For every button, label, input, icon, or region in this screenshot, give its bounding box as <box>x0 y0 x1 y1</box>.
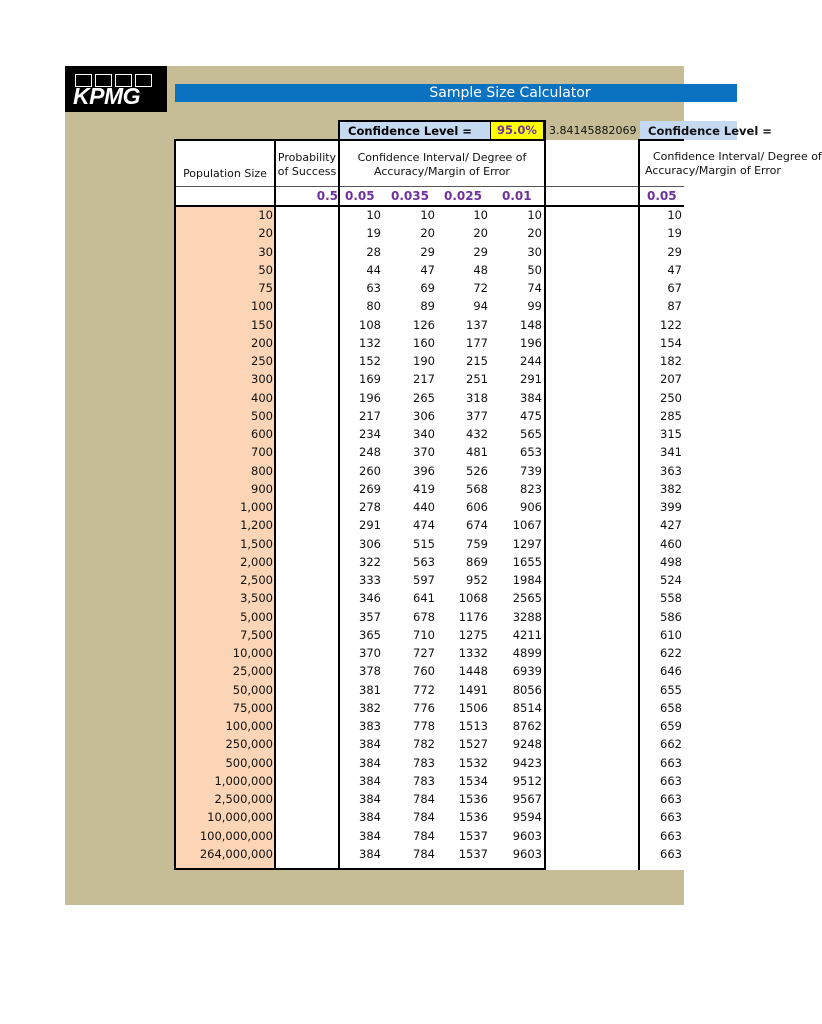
sample-size-cell-2: 10 <box>667 208 682 222</box>
sample-size-cell: 1332 <box>458 646 488 660</box>
sample-size-cell: 597 <box>413 573 435 587</box>
sample-size-cell: 440 <box>413 500 435 514</box>
z-squared-value: 3.84145882069 <box>549 124 637 137</box>
sample-size-cell: 30 <box>527 244 542 259</box>
sample-size-cell: 1491 <box>458 682 488 697</box>
sample-size-cell: 2565 <box>512 591 542 606</box>
sample-size-cell: 9512 <box>512 773 542 788</box>
sample-size-cell: 318 <box>466 390 488 405</box>
sample-size-cell-2: 182 <box>660 354 682 368</box>
sample-size-cell: 1537 <box>458 828 488 843</box>
population-cell: 10,000,000 <box>207 810 273 825</box>
sample-size-cell: 384 <box>359 828 381 843</box>
sample-size-cell-2: 610 <box>660 627 682 642</box>
sample-size-cell: 94 <box>473 299 488 314</box>
population-cell: 400 <box>251 390 273 405</box>
sample-size-cell: 148 <box>520 317 542 332</box>
sample-size-cell-2: 659 <box>660 719 682 733</box>
border-ci-right <box>544 120 546 870</box>
sample-size-cell-2: 663 <box>660 792 682 806</box>
population-cell: 800 <box>251 463 273 478</box>
sample-size-cell: 384 <box>359 846 381 861</box>
sample-size-cell: 378 <box>359 664 381 679</box>
sample-size-cell: 377 <box>466 408 488 423</box>
sample-size-cell: 384 <box>520 390 542 405</box>
sample-size-cell: 653 <box>520 445 542 460</box>
sample-size-cell: 432 <box>466 427 488 441</box>
sample-size-cell: 384 <box>359 792 381 806</box>
sample-size-cell: 29 <box>420 244 435 259</box>
sample-size-cell-2: 558 <box>660 591 682 606</box>
sample-size-cell: 419 <box>413 481 435 496</box>
sample-size-cell: 28 <box>366 244 381 259</box>
sample-size-cell: 108 <box>359 317 381 332</box>
sample-size-cell: 3288 <box>512 609 542 624</box>
sample-size-cell: 8762 <box>512 719 542 733</box>
sample-size-cell: 1527 <box>458 737 488 752</box>
sample-size-cell: 1068 <box>458 591 488 606</box>
ci-header-2: Accuracy/Margin of Error <box>374 165 510 178</box>
confidence-level-input[interactable]: 95.0% <box>490 120 544 140</box>
sample-size-cell: 357 <box>359 609 381 624</box>
sample-size-cell-2: 87 <box>667 299 682 314</box>
population-cell: 3,500 <box>240 591 273 606</box>
sample-size-cell: 251 <box>466 372 488 387</box>
sample-size-cell: 9248 <box>512 737 542 752</box>
sample-size-cell: 1275 <box>458 627 488 642</box>
sample-size-cell: 234 <box>359 427 381 441</box>
sample-size-cell: 50 <box>527 262 542 277</box>
sample-size-cell-2: 207 <box>660 372 682 387</box>
sample-size-cell: 481 <box>466 445 488 460</box>
sample-size-cell: 383 <box>359 719 381 733</box>
sample-size-cell: 784 <box>413 792 435 806</box>
sample-size-cell: 783 <box>413 755 435 770</box>
sample-size-cell: 160 <box>413 335 435 350</box>
sample-size-cell: 19 <box>366 226 381 241</box>
sample-size-cell: 10 <box>366 208 381 222</box>
sample-size-cell-2: 655 <box>660 682 682 697</box>
population-cell: 10,000 <box>232 646 273 660</box>
sample-size-cell: 641 <box>413 591 435 606</box>
population-cell: 200 <box>251 335 273 350</box>
sample-size-cell-2: 250 <box>660 390 682 405</box>
sample-size-cell: 365 <box>359 627 381 642</box>
sample-size-cell: 515 <box>413 536 435 551</box>
sample-size-cell-2: 663 <box>660 773 682 788</box>
sample-size-cell: 1067 <box>512 518 542 533</box>
sample-size-cell: 474 <box>413 518 435 533</box>
sample-size-cell: 8514 <box>512 700 542 715</box>
sample-size-cell: 565 <box>520 427 542 441</box>
page-title: Sample Size Calculator <box>175 84 737 102</box>
sample-size-cell: 291 <box>359 518 381 533</box>
sample-size-cell: 196 <box>359 390 381 405</box>
sample-size-cell: 778 <box>413 719 435 733</box>
sample-size-cell: 782 <box>413 737 435 752</box>
sample-size-cell: 475 <box>520 408 542 423</box>
sample-size-cell: 244 <box>520 354 542 368</box>
sample-size-cell: 4211 <box>512 627 542 642</box>
sample-size-cell: 1506 <box>458 700 488 715</box>
sample-size-cell: 906 <box>520 500 542 514</box>
sample-size-cell: 80 <box>366 299 381 314</box>
population-cell: 1,200 <box>240 518 273 533</box>
sample-size-cell: 126 <box>413 317 435 332</box>
sample-size-cell: 152 <box>359 354 381 368</box>
ci2-header-1: Confidence Interval/ Degree of <box>653 150 822 163</box>
population-cell: 100,000 <box>225 719 273 733</box>
ci2-header-2: Accuracy/Margin of Error <box>645 164 781 177</box>
sample-size-cell: 784 <box>413 828 435 843</box>
sample-size-cell: 29 <box>473 244 488 259</box>
sample-size-cell: 190 <box>413 354 435 368</box>
sample-size-cell-2: 646 <box>660 664 682 679</box>
population-cell: 100 <box>251 299 273 314</box>
population-cell: 2,500 <box>240 573 273 587</box>
margin-input-4[interactable]: 0.01 <box>502 189 532 203</box>
population-cell: 1,000,000 <box>214 773 273 788</box>
sample-size-cell-2: 67 <box>667 281 682 295</box>
sample-size-cell: 776 <box>413 700 435 715</box>
sample-size-cell: 306 <box>359 536 381 551</box>
sample-size-cell: 1513 <box>458 719 488 733</box>
sample-size-cell: 823 <box>520 481 542 496</box>
sample-size-cell-2: 29 <box>667 244 682 259</box>
sample-size-cell-2: 154 <box>660 335 682 350</box>
sample-size-cell-2: 19 <box>667 226 682 241</box>
border-pop-right <box>274 139 276 870</box>
population-cell: 500,000 <box>225 755 273 770</box>
sample-size-cell: 1532 <box>458 755 488 770</box>
sample-size-cell: 169 <box>359 372 381 387</box>
sample-size-cell-2: 460 <box>660 536 682 551</box>
population-cell: 75,000 <box>232 700 273 715</box>
sample-size-cell: 381 <box>359 682 381 697</box>
sample-size-cell: 1655 <box>512 554 542 569</box>
sample-size-cell: 10 <box>420 208 435 222</box>
population-cell: 700 <box>251 445 273 460</box>
kpmg-logo <box>65 66 167 112</box>
sample-size-cell: 739 <box>520 463 542 478</box>
sample-size-cell: 384 <box>359 773 381 788</box>
probability-header-1: Probability <box>277 151 337 164</box>
sample-size-cell: 48 <box>473 262 488 277</box>
sample-size-cell: 333 <box>359 573 381 587</box>
sample-size-cell: 869 <box>466 554 488 569</box>
population-cell: 1,000 <box>240 500 273 514</box>
sample-size-cell: 1537 <box>458 846 488 861</box>
population-cell: 900 <box>251 481 273 496</box>
population-cell: 20 <box>258 226 273 241</box>
sample-size-cell: 10 <box>473 208 488 222</box>
sample-size-cell: 8056 <box>512 682 542 697</box>
population-cell: 250,000 <box>225 737 273 752</box>
sample-size-cell: 132 <box>359 335 381 350</box>
sample-size-cell: 9567 <box>512 792 542 806</box>
sample-size-cell-2: 285 <box>660 408 682 423</box>
confidence2-label-clip <box>648 124 772 140</box>
sample-size-cell: 340 <box>413 427 435 441</box>
sample-size-cell: 384 <box>359 755 381 770</box>
sample-size-cell: 1536 <box>458 810 488 825</box>
sample-size-cell: 217 <box>359 408 381 423</box>
sample-size-cell-2: 122 <box>660 317 682 332</box>
sample-size-cell: 526 <box>466 463 488 478</box>
sample-size-cell-2: 382 <box>660 481 682 496</box>
sample-size-cell: 89 <box>420 299 435 314</box>
border-param-line <box>174 186 684 187</box>
sample-size-cell: 1534 <box>458 773 488 788</box>
sample-size-cell: 1536 <box>458 792 488 806</box>
population-cell: 1,500 <box>240 536 273 551</box>
population-cell: 10 <box>258 208 273 222</box>
sample-size-cell-2: 586 <box>660 609 682 624</box>
sample-size-cell: 137 <box>466 317 488 332</box>
sample-size-cell: 9423 <box>512 755 542 770</box>
sample-size-cell: 44 <box>366 262 381 277</box>
sample-size-cell: 9594 <box>512 810 542 825</box>
sample-size-cell: 1984 <box>512 573 542 587</box>
sample-size-cell: 20 <box>473 226 488 241</box>
sample-size-cell-2: 47 <box>667 262 682 277</box>
margin-input-1[interactable]: 0.05 <box>345 189 375 203</box>
sample-size-cell: 9603 <box>512 846 542 861</box>
sample-size-cell: 291 <box>520 372 542 387</box>
sample-size-cell: 269 <box>359 481 381 496</box>
sample-size-cell-2: 622 <box>660 646 682 660</box>
sample-size-cell: 1448 <box>458 664 488 679</box>
sample-size-cell: 727 <box>413 646 435 660</box>
sample-size-cell: 215 <box>466 354 488 368</box>
sample-size-cell-2: 315 <box>660 427 682 441</box>
sample-size-cell-2: 662 <box>660 737 682 752</box>
sample-size-cell: 306 <box>413 408 435 423</box>
sample-size-cell: 248 <box>359 445 381 460</box>
population-cell: 2,500,000 <box>214 792 273 806</box>
sample-size-cell: 678 <box>413 609 435 624</box>
border-header-bottom <box>174 205 684 207</box>
sample-size-cell: 772 <box>413 682 435 697</box>
sample-size-cell: 370 <box>413 445 435 460</box>
probability-header-2: of Success <box>277 165 337 178</box>
logo-text: KPMG <box>73 83 140 109</box>
margin2-input[interactable]: 0.05 <box>647 189 677 203</box>
population-cell: 600 <box>251 427 273 441</box>
border-top-left <box>174 139 339 141</box>
margin-input-2[interactable]: 0.035 <box>391 189 429 203</box>
sample-size-cell: 396 <box>413 463 435 478</box>
sample-size-cell-2: 663 <box>660 846 682 861</box>
sample-size-cell: 370 <box>359 646 381 660</box>
population-cell: 264,000,000 <box>199 846 273 861</box>
border-top-conf <box>338 120 545 122</box>
sample-size-cell: 20 <box>420 226 435 241</box>
sample-size-cell: 1297 <box>512 536 542 551</box>
sample-size-cell-2: 363 <box>660 463 682 478</box>
sample-size-cell: 784 <box>413 846 435 861</box>
sample-size-cell: 563 <box>413 554 435 569</box>
sample-size-cell: 384 <box>359 810 381 825</box>
sample-size-cell: 217 <box>413 372 435 387</box>
sample-size-cell-2: 524 <box>660 573 682 587</box>
population-cell: 25,000 <box>232 664 273 679</box>
sample-size-cell: 265 <box>413 390 435 405</box>
probability-input[interactable]: 0.5 <box>316 189 338 203</box>
population-cell: 7,500 <box>240 627 273 642</box>
population-cell: 250 <box>251 354 273 368</box>
population-cell: 150 <box>251 317 273 332</box>
sample-size-cell: 74 <box>527 281 542 295</box>
sample-size-cell: 196 <box>520 335 542 350</box>
sample-size-cell: 1176 <box>458 609 488 624</box>
sample-size-cell: 10 <box>527 208 542 222</box>
sample-size-cell-2: 427 <box>660 518 682 533</box>
sample-size-cell: 710 <box>413 627 435 642</box>
sample-size-cell-2: 498 <box>660 554 682 569</box>
sample-size-cell: 384 <box>359 737 381 752</box>
sample-size-cell: 9603 <box>512 828 542 843</box>
sample-size-cell: 784 <box>413 810 435 825</box>
sample-size-cell: 260 <box>359 463 381 478</box>
sample-size-cell: 606 <box>466 500 488 514</box>
sample-size-cell: 759 <box>466 536 488 551</box>
sample-size-cell: 952 <box>466 573 488 587</box>
sample-size-cell: 6939 <box>512 664 542 679</box>
sample-size-cell: 568 <box>466 481 488 496</box>
population-cell: 300 <box>251 372 273 387</box>
population-cell: 500 <box>251 408 273 423</box>
confidence-level-label: Confidence Level = <box>348 124 472 138</box>
sample-size-cell: 99 <box>527 299 542 314</box>
margin-input-3[interactable]: 0.025 <box>444 189 482 203</box>
sample-size-cell: 63 <box>366 281 381 295</box>
sample-size-cell: 69 <box>420 281 435 295</box>
sample-size-cell-2: 399 <box>660 500 682 514</box>
ci-header-1: Confidence Interval/ Degree of <box>357 151 527 164</box>
population-cell: 100,000,000 <box>199 828 273 843</box>
sample-size-cell: 72 <box>473 281 488 295</box>
sample-size-cell: 346 <box>359 591 381 606</box>
population-size-header: Population Size <box>183 167 267 180</box>
sample-size-cell: 322 <box>359 554 381 569</box>
sample-size-cell-2: 663 <box>660 755 682 770</box>
sample-size-cell-2: 663 <box>660 828 682 843</box>
sample-size-cell: 278 <box>359 500 381 514</box>
sample-size-cell: 4899 <box>512 646 542 660</box>
population-cell: 75 <box>258 281 273 295</box>
ci2-header-clip <box>641 150 822 180</box>
sample-size-cell: 674 <box>466 518 488 533</box>
population-cell: 30 <box>258 244 273 259</box>
population-cell: 5,000 <box>240 609 273 624</box>
sample-size-cell-2: 341 <box>660 445 682 460</box>
sample-size-cell: 47 <box>420 262 435 277</box>
sample-size-cell: 382 <box>359 700 381 715</box>
sample-size-cell-2: 658 <box>660 700 682 715</box>
border-table-bottom <box>174 868 546 870</box>
confidence2-level-label: Confidence Level = <box>648 124 772 138</box>
sample-size-cell: 177 <box>466 335 488 350</box>
population-cell: 50,000 <box>232 682 273 697</box>
sample-size-cell: 783 <box>413 773 435 788</box>
population-cell: 50 <box>258 262 273 277</box>
sample-size-cell-2: 663 <box>660 810 682 825</box>
border-top-right2 <box>639 139 684 141</box>
border-top-right <box>338 139 545 141</box>
sample-size-cell: 20 <box>527 226 542 241</box>
population-cell: 2,000 <box>240 554 273 569</box>
sample-size-cell: 760 <box>413 664 435 679</box>
